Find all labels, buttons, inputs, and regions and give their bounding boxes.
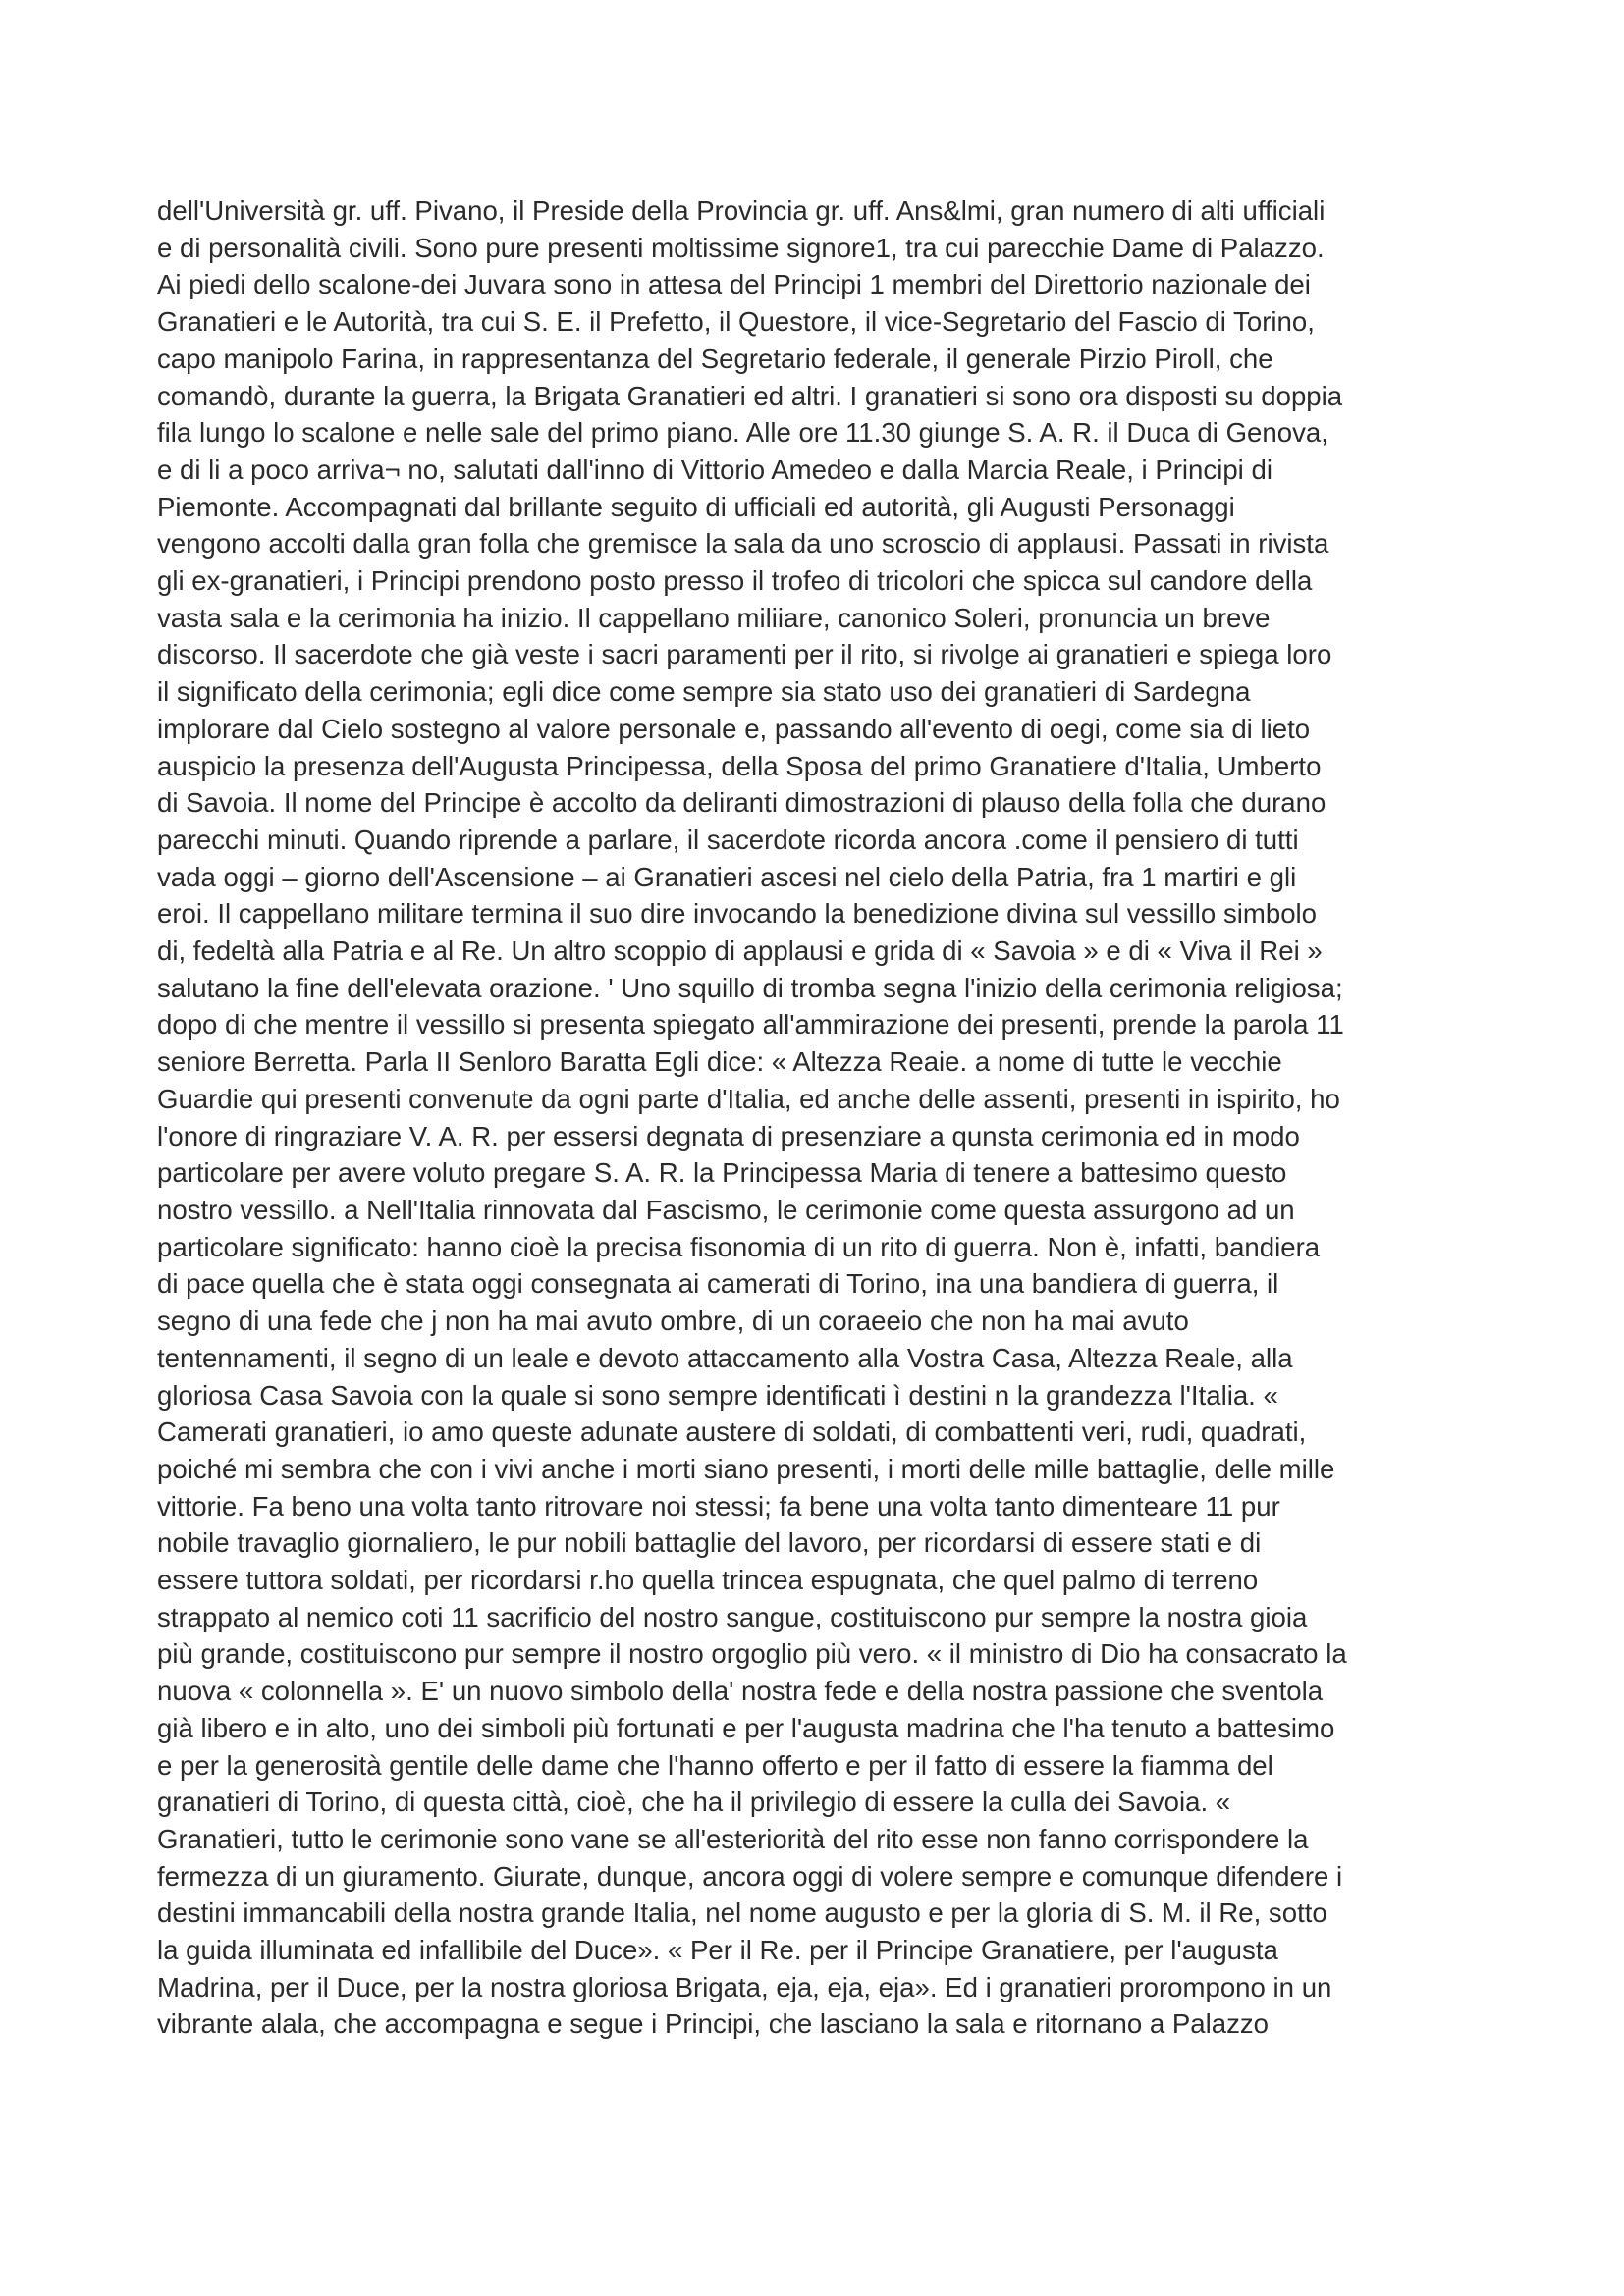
text-line: destini immancabili della nostra grande Italia, nel nome augusto e per la gloria di S. M. il Re, sotto [157, 1897, 1327, 1929]
text-line: vasta sala e la cerimonia ha inizio. Il cappellano miliiare, canonico Soleri, pronuncia un breve [157, 602, 1271, 633]
text-line: seniore Berretta. Parla II Senloro Baratta Egli dice: « Altezza Reaie. a nome di tutte le vecchie [157, 1046, 1282, 1078]
text-line: salutano la fine dell'elevata orazione. ' Uno squillo di tromba segna l'inizio della cerimonia religiosa; [157, 972, 1343, 1003]
text-line: di, fedeltà alla Patria e al Re. Un altro scoppio di applausi e grida di « Savoia » e di « Viva il Rei » [157, 935, 1323, 967]
body-text [157, 192, 1453, 2043]
text-line: e di li a poco arriva¬ no, salutati dall'inno di Vittorio Amedeo e dalla Marcia Reale, i Principi di [157, 454, 1272, 485]
text-line: gli ex-granatieri, i Principi prendono posto presso il trofeo di tricolori che spicca sul candore della [157, 565, 1313, 597]
text-line: tentennamenti, il segno di un leale e devoto attaccamento alla Vostra Casa, Altezza Reale, alla [157, 1342, 1293, 1373]
text-line: gloriosa Casa Savoia con la quale si sono sempre identificati ì destini n la grandezza l'Italia. « [157, 1379, 1278, 1411]
text-line: nuova « colonnella ». E' un nuovo simbolo della' nostra fede e della nostra passione che sventola [157, 1676, 1324, 1707]
text-line: Guardie qui presenti convenute da ogni parte d'Italia, ed anche delle assenti, presenti in ispirito, ho [157, 1083, 1340, 1114]
text-line: essere tuttora soldati, per ricordarsi r.ho quella trincea espugnata, che quel palmo di terreno [157, 1565, 1259, 1596]
text-line: vittorie. Fa beno una volta tanto ritrovare noi stessi; fa bene una volta tanto dimenteare 11 pur [157, 1490, 1280, 1522]
text-line: Ai piedi dello scalone-dei Juvara sono in attesa del Principi 1 membri del Direttorio nazionale dei [157, 269, 1311, 300]
text-line: Madrina, per il Duce, per la nostra gloriosa Brigata, eja, eja, eja». Ed i granatieri prorompono in un [157, 1971, 1332, 2002]
text-line: particolare significato: hanno cioè la precisa fisonomia di un rito di guerra. Non è, infatti, bandiera [157, 1231, 1321, 1262]
text-line: fila lungo lo scalone e nelle sale del primo piano. Alle ore 11.30 giunge S. A. R. il Duca di Genova, [157, 417, 1328, 449]
text-line: parecchi minuti. Quando riprende a parlare, il sacerdote ricorda ancora .come il pensiero di tutti [157, 824, 1299, 855]
text-line: eroi. Il cappellano militare termina il suo dire invocando la benedizione divina sul vessillo simbolo [157, 898, 1318, 930]
text-line: vibrante alala, che accompagna e segue i Principi, che lasciano la sala e ritornano a Palazzo [157, 2008, 1270, 2040]
text-line: fermezza di un giuramento. Giurate, dunque, ancora oggi di volere sempre e comunque difendere i [157, 1860, 1343, 1892]
text-line: più grande, costituiscono pur sempre il nostro orgoglio più vero. « il ministro di Dio ha consacrato la [157, 1638, 1347, 1670]
text-line: l'onore di ringraziare V. A. R. per essersi degnata di presenziare a qunsta cerimonia ed in modo [157, 1120, 1300, 1151]
text-line: nobile travaglio giornaliero, le pur nobili battaglie del lavoro, per ricordarsi di essere stati e di [157, 1527, 1262, 1559]
text-line: segno di una fede che j non ha mai avuto ombre, di un coraeeio che non ha mai avuto [157, 1306, 1189, 1337]
text-line: poiché mi sembra che con i vivi anche i morti siano presenti, i morti delle mille battaglie, delle mille [157, 1453, 1335, 1484]
text-line: dopo di che mentre il vessillo si presenta spiegato all'ammirazione dei presenti, prende la parola 11 [157, 1009, 1344, 1041]
text-line: e per la generosità gentile delle dame che l'hanno offerto e per il fatto di essere la fiamma del [157, 1749, 1273, 1781]
text-line: di pace quella che è stata oggi consegnata ai camerati di Torino, ina una bandiera di guerra, il [157, 1268, 1279, 1300]
text-line: implorare dal Cielo sostegno al valore personale e, passando all'evento di oegi, come sia di lieto [157, 713, 1311, 744]
text-line: Granatieri e le Autorità, tra cui S. E. il Prefetto, il Questore, il vice-Segretario del Fascio di Torino, [157, 306, 1315, 338]
text-line: vengono accolti dalla gran folla che gremisce la sala da uno scroscio di applausi. Passati in rivista [157, 528, 1329, 560]
text-line: strappato al nemico coti 11 sacrificio del nostro sangue, costituiscono pur sempre la nostra gioia [157, 1601, 1308, 1632]
text-line: comandò, durante la guerra, la Brigata Granatieri ed altri. I granatieri si sono ora disposti su doppia [157, 380, 1343, 411]
text-line: capo manipolo Farina, in rappresentanza del Segretario federale, il generale Pirzio Piroll, che [157, 343, 1273, 374]
text-line: la guida illuminata ed infallibile del Duce». « Per il Re. per il Principe Granatiere, per l'augusta [157, 1935, 1278, 1966]
text-line: Piemonte. Accompagnati dal brillante seguito di ufficiali ed autorità, gli Augusti Personaggi [157, 491, 1235, 522]
text-line: dell'Università gr. uff. Pivano, il Preside della Provincia gr. uff. Ans&lmi, gran numero di alti ufficiali [157, 195, 1326, 226]
text-line: il significato della cerimonia; egli dice come sempre sia stato uso dei granatieri di Sardegna [157, 676, 1251, 708]
text-line: vada oggi – giorno dell'Ascensione – ai Granatieri ascesi nel cielo della Patria, fra 1 martiri e gli [157, 861, 1297, 892]
text-line: già libero e in alto, uno dei simboli più fortunati e per l'augusta madrina che l'ha tenuto a battesimo [157, 1712, 1335, 1743]
text-line: auspicio la presenza dell'Augusta Principessa, della Sposa del primo Granatiere d'Italia, Umberto [157, 750, 1322, 781]
text-line: di Savoia. Il nome del Principe è accolto da deliranti dimostrazioni di plauso della folla che durano [157, 787, 1326, 819]
text-line: discorso. Il sacerdote che già veste i sacri paramenti per il rito, si rivolge ai granatieri e spiega loro [157, 639, 1332, 670]
text-line: granatieri di Torino, di questa città, cioè, che ha il privilegio di essere la culla dei Savoia. « [157, 1787, 1231, 1818]
text-line: Camerati granatieri, io amo queste adunate austere di soldati, di combattenti veri, rudi, quadrati, [157, 1416, 1307, 1448]
text-line: nostro vessillo. a Nell'Italia rinnovata dal Fascismo, le cerimonie come questa assurgono ad un [157, 1194, 1295, 1225]
text-line: Granatieri, tutto le cerimonie sono vane se all'esteriorità del rito esse non fanno corrispondere la [157, 1823, 1309, 1854]
text-line: particolare per avere voluto pregare S. A. R. la Principessa Maria di tenere a battesimo questo [157, 1157, 1287, 1189]
text-line: e di personalità civili. Sono pure presenti moltissime signore1, tra cui parecchie Dame di Palazzo. [157, 232, 1325, 263]
